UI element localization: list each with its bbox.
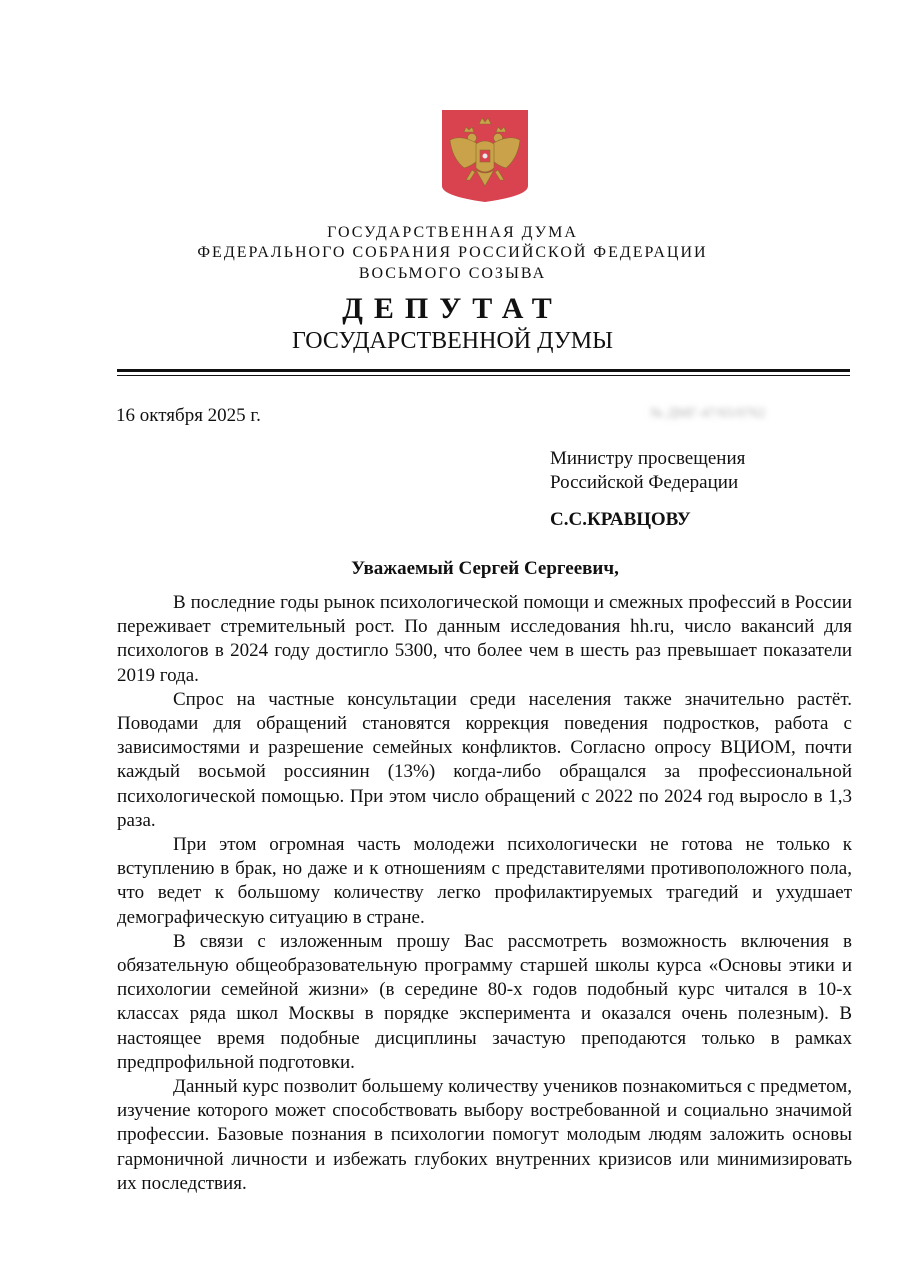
letterhead-subtitle: ГОСУДАРСТВЕННОЙ ДУМЫ (291, 328, 614, 354)
coat-of-arms-emblem (442, 110, 528, 202)
letterhead-title: ДЕПУТАТ (342, 292, 563, 325)
paragraph: При этом огромная часть молодежи психологически не готова не только к вступлению в брак, но даже и к отношениям с представителями противоположного пола, что ведет к большому количеству легко профилактируемых трагедий и ухудшает демографическую ситуацию в стране. (117, 834, 852, 928)
addressee-position: Министру просвещения (550, 448, 746, 469)
double-headed-eagle-icon (442, 110, 528, 202)
header-divider-thick (117, 369, 850, 372)
paragraph: Спрос на частные консультации среди населения также значительно растёт. Поводами для обращений становятся коррекция поведения подростков, работа с зависимостями и разрешение семейных конфликтов. Согласно опросу ВЦИОМ, почти каждый восьмой россиянин (13%) когда-либо обращался за профессиональной психологической помощью. При этом число обращений с 2022 по 2024 год выросло в 1,3 раза. (117, 688, 852, 831)
addressee-country: Российской Федерации (550, 472, 739, 493)
organization-line-2: ФЕДЕРАЛЬНОГО СОБРАНИЯ РОССИЙСКОЙ ФЕДЕРАЦИИ (197, 244, 708, 261)
organization-line-3: ВОСЬМОГО СОЗЫВА (358, 265, 547, 282)
addressee-name: С.С.КРАВЦОВУ (550, 509, 691, 530)
header-divider-thin (117, 375, 850, 376)
paragraph: В связи с изложенным прошу Вас рассмотреть возможность включения в обязательную общеобразовательную программу старшей школы курса «Основы этики и психологии семейной жизни» (в середине 80-х годов подобный курс читался в 10-х классах ряда школ Москвы в порядке эксперимента и оказался очень полезным). В настоящее время подобные дисциплины зачастую преподаются только в рамках предпрофильной подготовки. (117, 930, 852, 1073)
organization-line-1: ГОСУДАРСТВЕННАЯ ДУМА (327, 224, 578, 241)
registration-number-blurred: № ДМГ-47/65/0762 (650, 406, 766, 421)
paragraph: Данный курс позволит большему количеству учеников познакомиться с предметом, изучение которого может способствовать выбору востребованной и социально значимой профессии. Базовые познания в психологии помогут молодым людям заложить основы гармоничной личности и избежать глубоких внутренних кризисов или минимизировать их последствия. (117, 1076, 852, 1194)
paragraph: В последние годы рынок психологической помощи и смежных профессий в России переживает стремительный рост. По данным исследования hh.ru, число вакансий для психологов в 2024 году достигло 5300, что более чем в шесть раз превышает показатели 2019 года. (117, 592, 852, 686)
letter-date: 16 октября 2025 г. (116, 405, 261, 426)
letter-body (117, 591, 852, 1196)
letter-greeting: Уважаемый Сергей Сергеевич, (351, 558, 619, 579)
